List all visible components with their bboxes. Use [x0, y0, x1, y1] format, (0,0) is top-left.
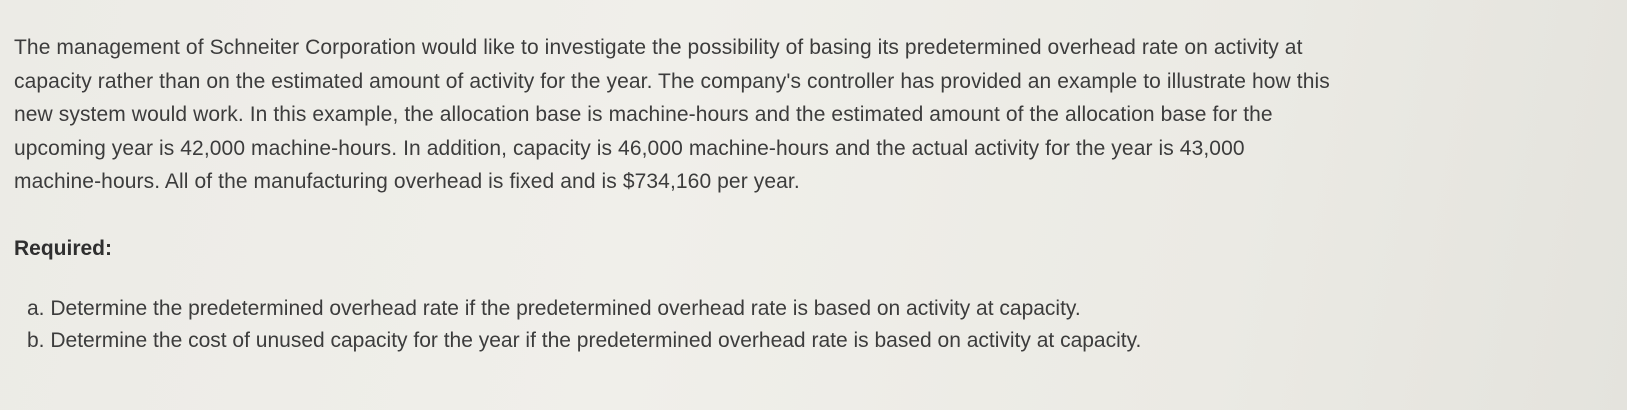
required-heading: Required:	[14, 237, 113, 260]
requirements-list	[27, 293, 1141, 357]
problem-line: upcoming year is 42,000 machine-hours. In addition, capacity is 46,000 machine-hours and the actual activity for the year is 43,000	[14, 136, 1245, 160]
problem-line: new system would work. In this example, the allocation base is machine-hours and the estimated amount of the allocation base for the	[14, 103, 1273, 126]
problem-statement	[14, 31, 1604, 199]
problem-line: machine-hours. All of the manufacturing overhead is fixed and is $734,160 per year.	[14, 170, 800, 193]
requirement-item-a: a. Determine the predetermined overhead rate if the predetermined overhead rate is based on activity at capacity.	[27, 297, 1081, 320]
problem-line: The management of Schneiter Corporation would like to investigate the possibility of basing its predetermined overhead rate on activity at	[14, 36, 1303, 59]
problem-line: capacity rather than on the estimated amount of activity for the year. The company's controller has provided an example to illustrate how this	[14, 69, 1330, 93]
requirement-item-b: b. Determine the cost of unused capacity for the year if the predetermined overhead rate is based on activity at capacity.	[27, 329, 1142, 352]
